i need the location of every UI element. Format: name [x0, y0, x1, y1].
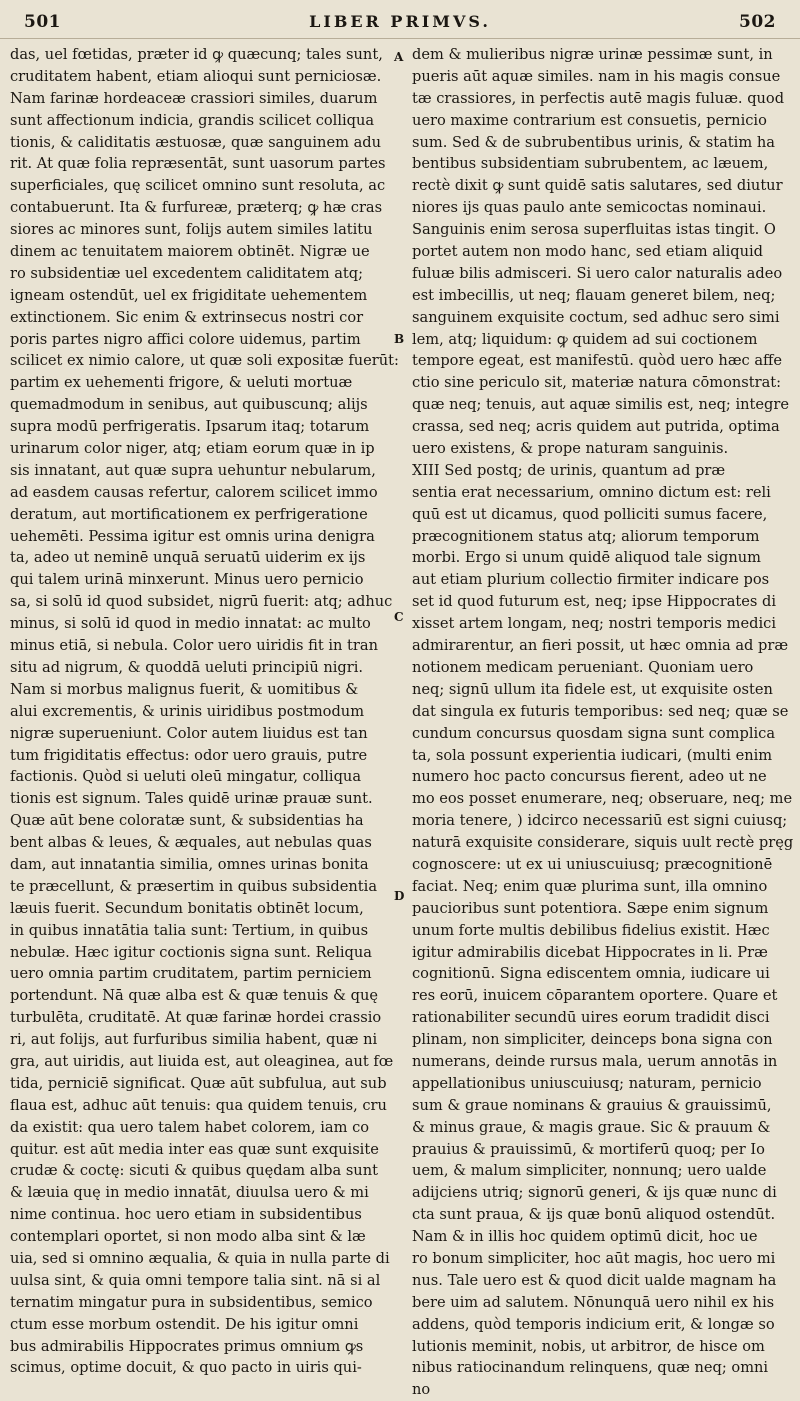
text-line: siores ac minores sunt, folijs autem similes latitu: [10, 221, 373, 239]
text-line: prauius & prauissimū, & mortiferū quoq; per Io: [412, 1140, 765, 1158]
text-line: te præcellunt, & præsertim in quibus subsidentia: [10, 877, 378, 895]
text-line: faciat. Neq; enim quæ plurima sunt, illa omnino: [412, 877, 768, 895]
text-line: flaua est, adhuc aūt tenuis: qua quidem tenuis, cru: [10, 1096, 387, 1114]
text-line: Nam farinæ hordeaceæ crassiori similes, duarum: [10, 89, 378, 107]
text-line: minus, si solū id quod in medio innatat: ac multo: [10, 615, 371, 633]
running-title: LIBER PRIMVS.: [309, 12, 491, 31]
text-line: nus. Tale uero est & quod dicit ualde magnam ha: [412, 1271, 777, 1289]
text-line: præcognitionem status atq; aliorum temporum: [412, 527, 760, 545]
text-line: XIII Sed postq; de urinis, quantum ad præ: [412, 461, 726, 479]
text-line: nebulæ. Hæc igitur coctionis signa sunt. Reliqua: [10, 943, 372, 961]
text-line: lutionis meminit, nobis, ut arbitror, de hisce om: [412, 1337, 765, 1355]
text-line: aut etiam plurium collectio firmiter indicare pos: [412, 571, 770, 589]
text-line: numerans, deinde rursus mala, uerum annotās in: [412, 1052, 778, 1070]
text-line: moria tenere, ) idcirco necessariū est signi cuiusq;: [412, 812, 788, 830]
text-line: & minus graue, & magis graue. Sic & prauum &: [412, 1118, 771, 1136]
text-line: sunt affectionum indicia, grandis scilicet colliqua: [10, 111, 375, 129]
margin-marker-a: A: [394, 50, 404, 64]
margin-marker-c: C: [394, 610, 404, 624]
text-line: dam, aut innatantia similia, omnes urinas bonita: [10, 855, 369, 873]
text-line: uulsa sint, & quia omni tempore talia sint. nā si al: [10, 1271, 381, 1289]
text-line: læuis fuerit. Secundum bonitatis obtinēt locum,: [10, 899, 364, 917]
text-line: qui talem urinā minxerunt. Minus uero pernicio: [10, 571, 364, 589]
text-line: addens, quòd temporis indicium erit, & longæ so: [412, 1315, 775, 1333]
text-line: uero existens, & prope naturam sanguinis.: [412, 440, 729, 458]
text-line: morbi. Ergo si unum quidē aliquod tale signum: [412, 549, 761, 567]
margin-marker-b: B: [394, 332, 405, 346]
text-line: das, uel fœtidas, præter id ꝙ quæcunq; tales sunt,: [10, 46, 383, 63]
text-line: portet autem non modo hanc, sed etiam aliquid: [412, 243, 763, 261]
text-line: tionis est signum. Tales quidē urinæ prauæ sunt.: [10, 790, 373, 808]
text-line: situ ad nigrum, & quoddā ueluti principiū nigri.: [10, 658, 364, 676]
text-line: cognitionū. Signa ediscentem omnia, iudicare ui: [412, 965, 770, 983]
text-line: dinem ac tenuitatem maiorem obtinēt. Nigræ ue: [10, 243, 370, 261]
text-line: contemplari oportet, si non modo alba sint & læ: [10, 1228, 366, 1246]
folio-left: 501: [24, 12, 61, 32]
text-line: ri, aut folijs, aut furfuribus similia habent, quæ ni: [10, 1031, 378, 1049]
text-line: sanguinem exquisite coctum, sed adhuc sero simi: [412, 308, 780, 326]
text-line: cundum concursus quosdam signa sunt complica: [412, 724, 776, 742]
text-line: set id quod futurum est, neq; ipse Hippocrates di: [412, 593, 777, 611]
text-line: igitur admirabilis dicebat Hippocrates in li. Præ: [412, 943, 768, 961]
text-line: uem, & malum simpliciter, nonnunq; uero ualde: [412, 1162, 767, 1180]
text-line: bere uim ad salutem. Nōnunquā uero nihil ex his: [412, 1293, 775, 1311]
text-line: rit. At quæ folia repræsentāt, sunt uasorum partes: [10, 155, 386, 173]
text-line: urinarum color niger, atq; etiam eorum quæ in ip: [10, 440, 375, 458]
text-line: sum & graue nominans & grauius & grauissimū,: [412, 1096, 772, 1114]
text-line: uehemēti. Pessima igitur est omnis urina denigra: [10, 527, 375, 545]
text-line: ta, adeo ut neminē unquā seruatū uiderim ex ijs: [10, 549, 366, 567]
text-line: nigræ superueniunt. Color autem liuidus est tan: [10, 724, 368, 742]
text-line: lem, atq; liquidum: ꝙ quidem ad sui coctionem: [412, 330, 758, 348]
text-line: da existit: qua uero talem habet colorem, iam co: [10, 1118, 370, 1136]
text-line: naturā exquisite considerare, siquis uult rectè pręg: [412, 834, 794, 852]
text-line: dem & mulieribus nigræ urinæ pessimæ sunt, in: [412, 46, 773, 63]
folio-right: 502: [739, 12, 776, 32]
text-line: ternatim mingatur pura in subsidentibus, semico: [10, 1293, 373, 1311]
text-line: uero omnia partim cruditatem, partim perniciem: [10, 965, 372, 983]
text-line: plinam, non simpliciter, deinceps bona signa con: [412, 1031, 773, 1049]
text-line: rectè dixit ꝙ sunt quidē satis salutares, sed diutur: [412, 177, 783, 195]
text-line: dat singula ex futuris temporibus: sed neq; quæ se: [412, 702, 789, 720]
text-line: factionis. Quòd si ueluti oleū mingatur, colliqua: [10, 768, 362, 786]
text-line: ta, sola possunt experientia iudicari, (multi enim: [412, 746, 773, 764]
text-line: contabuerunt. Ita & furfureæ, præterq; ꝙ hæ cras: [10, 199, 383, 217]
text-line: ctio sine periculo sit, materiæ natura cōmonstrat:: [412, 374, 782, 392]
text-line: supra modū perfrigeratis. Ipsarum itaq; totarum: [10, 418, 370, 436]
text-line: igneam ostendūt, uel ex frigiditate uehementem: [10, 286, 368, 304]
text-line: uia, sed si omnino æqualia, & quia in nulla parte di: [10, 1249, 390, 1267]
left-column: [10, 44, 399, 1377]
text-line: gra, aut uiridis, aut liuida est, aut oleaginea, aut fœ: [10, 1052, 394, 1070]
text-line: cognoscere: ut ex ui uniuscuiusq; præcognitionē: [412, 855, 773, 873]
text-line: portendunt. Nā quæ alba est & quæ tenuis & quę: [10, 987, 379, 1005]
margin-marker-d: D: [394, 889, 405, 903]
text-line: quū est ut dicamus, quod polliciti sumus facere,: [412, 505, 768, 523]
text-line: Nam si morbus malignus fuerit, & uomitibus &: [10, 680, 359, 698]
text-line: minus etiā, si nebula. Color uero uiridis fit in tran: [10, 637, 378, 655]
text-line: mo eos posset enumerare, neq; obseruare, neq; me: [412, 790, 793, 808]
text-line: notionem medicam perueniant. Quoniam uero: [412, 658, 754, 676]
text-line: nibus ratiocinandum relinquens, quæ neq; omni: [412, 1359, 769, 1377]
text-line: bent albas & leues, & æquales, aut nebulas quas: [10, 834, 372, 852]
text-line: tempore egeat, est manifestū. quòd uero hæc affe: [412, 352, 783, 370]
margin-gutter: [392, 44, 410, 1230]
text-line: ro subsidentiæ uel excedentem caliditatem atq;: [10, 264, 364, 282]
text-line: scimus, optime docuit, & quo pacto in uiris qui-: [10, 1359, 362, 1377]
text-line: quitur. est aūt media inter eas quæ sunt exquisite: [10, 1140, 379, 1158]
text-line: tida, perniciē significat. Quæ aūt subfulua, aut sub: [10, 1074, 387, 1092]
text-line: numero hoc pacto concursus fierent, adeo ut ne: [412, 768, 767, 786]
text-line: appellationibus uniuscuiusq; naturam, pernicio: [412, 1074, 762, 1092]
text-line: tæ crassiores, in perfectis autē magis fuluæ. quod: [412, 89, 785, 107]
text-line: sentia erat necessarium, omnino dictum est: reli: [412, 483, 771, 501]
text-line: in quibus innatātia talia sunt: Tertium, in quibus: [10, 921, 369, 939]
text-line: tionis, & caliditatis æstuosæ, quæ sanguinem adu: [10, 133, 382, 151]
text-line: est imbecillis, ut neq; flauam generet bilem, neq;: [412, 286, 776, 304]
text-line: admirarentur, an fieri possit, ut hæc omnia ad præ: [412, 637, 789, 655]
text-line: quæ neq; tenuis, aut aquæ similis est, neq; integre: [412, 396, 790, 414]
text-line: pueris aūt aquæ similes. nam in his magis consue: [412, 67, 781, 85]
right-column: [412, 44, 794, 1399]
text-line: crassa, sed neq; acris quidem aut putrida, optima: [412, 418, 780, 436]
text-line: alui excrementis, & urinis uiridibus postmodum: [10, 702, 365, 720]
text-line: Quæ aūt bene coloratæ sunt, & subsidentias ha: [10, 812, 364, 830]
text-line: scilicet ex nimio calore, ut quæ soli expositæ fuerūt:: [10, 352, 399, 370]
text-line: turbulēta, cruditatē. At quæ farinæ hordei crassio: [10, 1009, 382, 1027]
text-line: sa, si solū id quod subsidet, nigrū fuerit: atq; adhuc: [10, 593, 393, 611]
text-line: ad easdem causas refertur, calorem scilicet immo: [10, 483, 378, 501]
text-line: quemadmodum in senibus, aut quibuscunq; alijs: [10, 396, 368, 414]
text-line: deratum, aut mortificationem ex perfrigeratione: [10, 505, 368, 523]
text-line: res eorū, inuicem cōparantem oportere. Quare et: [412, 987, 778, 1005]
text-line: rationabiliter secundū uires eorum tradidit disci: [412, 1009, 770, 1027]
text-line: adijciens utriq; signorū generi, & ijs quæ nunc di: [412, 1184, 777, 1202]
text-line: sum. Sed & de subrubentibus urinis, & statim ha: [412, 133, 775, 151]
text-line: uero maxime contrarium est consuetis, pernicio: [412, 111, 767, 129]
text-line: tum frigiditatis effectus: odor uero grauis, putre: [10, 746, 368, 764]
text-line: nime continua. hoc uero etiam in subsidentibus: [10, 1206, 362, 1224]
text-line: extinctionem. Sic enim & extrinsecus nostri cor: [10, 308, 364, 326]
page-header: [0, 0, 800, 39]
text-line: cta sunt praua, & ijs quæ bonū aliquod ostendūt.: [412, 1206, 776, 1224]
text-line: ctum esse morbum ostendit. De his igitur omni: [10, 1315, 359, 1333]
text-line: unum forte multis debilibus fidelius existit. Hæc: [412, 921, 770, 939]
text-line: & læuia quę in medio innatāt, diuulsa uero & mi: [10, 1184, 369, 1202]
text-line: superficiales, quę scilicet omnino sunt resoluta, ac: [10, 177, 386, 195]
text-line: partim ex uehementi frigore, & ueluti mortuæ: [10, 374, 353, 392]
text-line: xisset artem longam, neq; nostri temporis medici: [412, 615, 777, 633]
text-line: crudæ & coctę: sicuti & quibus quędam alba sunt: [10, 1162, 378, 1180]
text-line: fuluæ bilis admisceri. Si uero calor naturalis adeo: [412, 264, 783, 282]
text-line: cruditatem habent, etiam alioqui sunt perniciosæ.: [10, 67, 382, 85]
text-line: bentibus subsidentiam subrubentem, ac læuem,: [412, 155, 769, 173]
text-line: Sanguinis enim serosa superfluitas istas tingit. O: [412, 221, 776, 239]
text-line: no: [412, 1381, 431, 1399]
text-line: Nam & in illis hoc quidem optimū dicit, hoc ue: [412, 1228, 758, 1246]
text-line: bus admirabilis Hippocrates primus omnium ꝙs: [10, 1337, 364, 1355]
text-line: sis innatant, aut quæ supra uehuntur nebularum,: [10, 461, 376, 479]
text-line: neq; signū ullum ita fidele est, ut exquisite osten: [412, 680, 773, 698]
text-line: paucioribus sunt potentiora. Sæpe enim signum: [412, 899, 769, 917]
text-line: ro bonum simpliciter, hoc aūt magis, hoc uero mi: [412, 1249, 776, 1267]
text-line: niores ijs quas paulo ante semicoctas nominaui.: [412, 199, 767, 217]
text-line: poris partes nigro affici colore uidemus, partim: [10, 330, 361, 348]
